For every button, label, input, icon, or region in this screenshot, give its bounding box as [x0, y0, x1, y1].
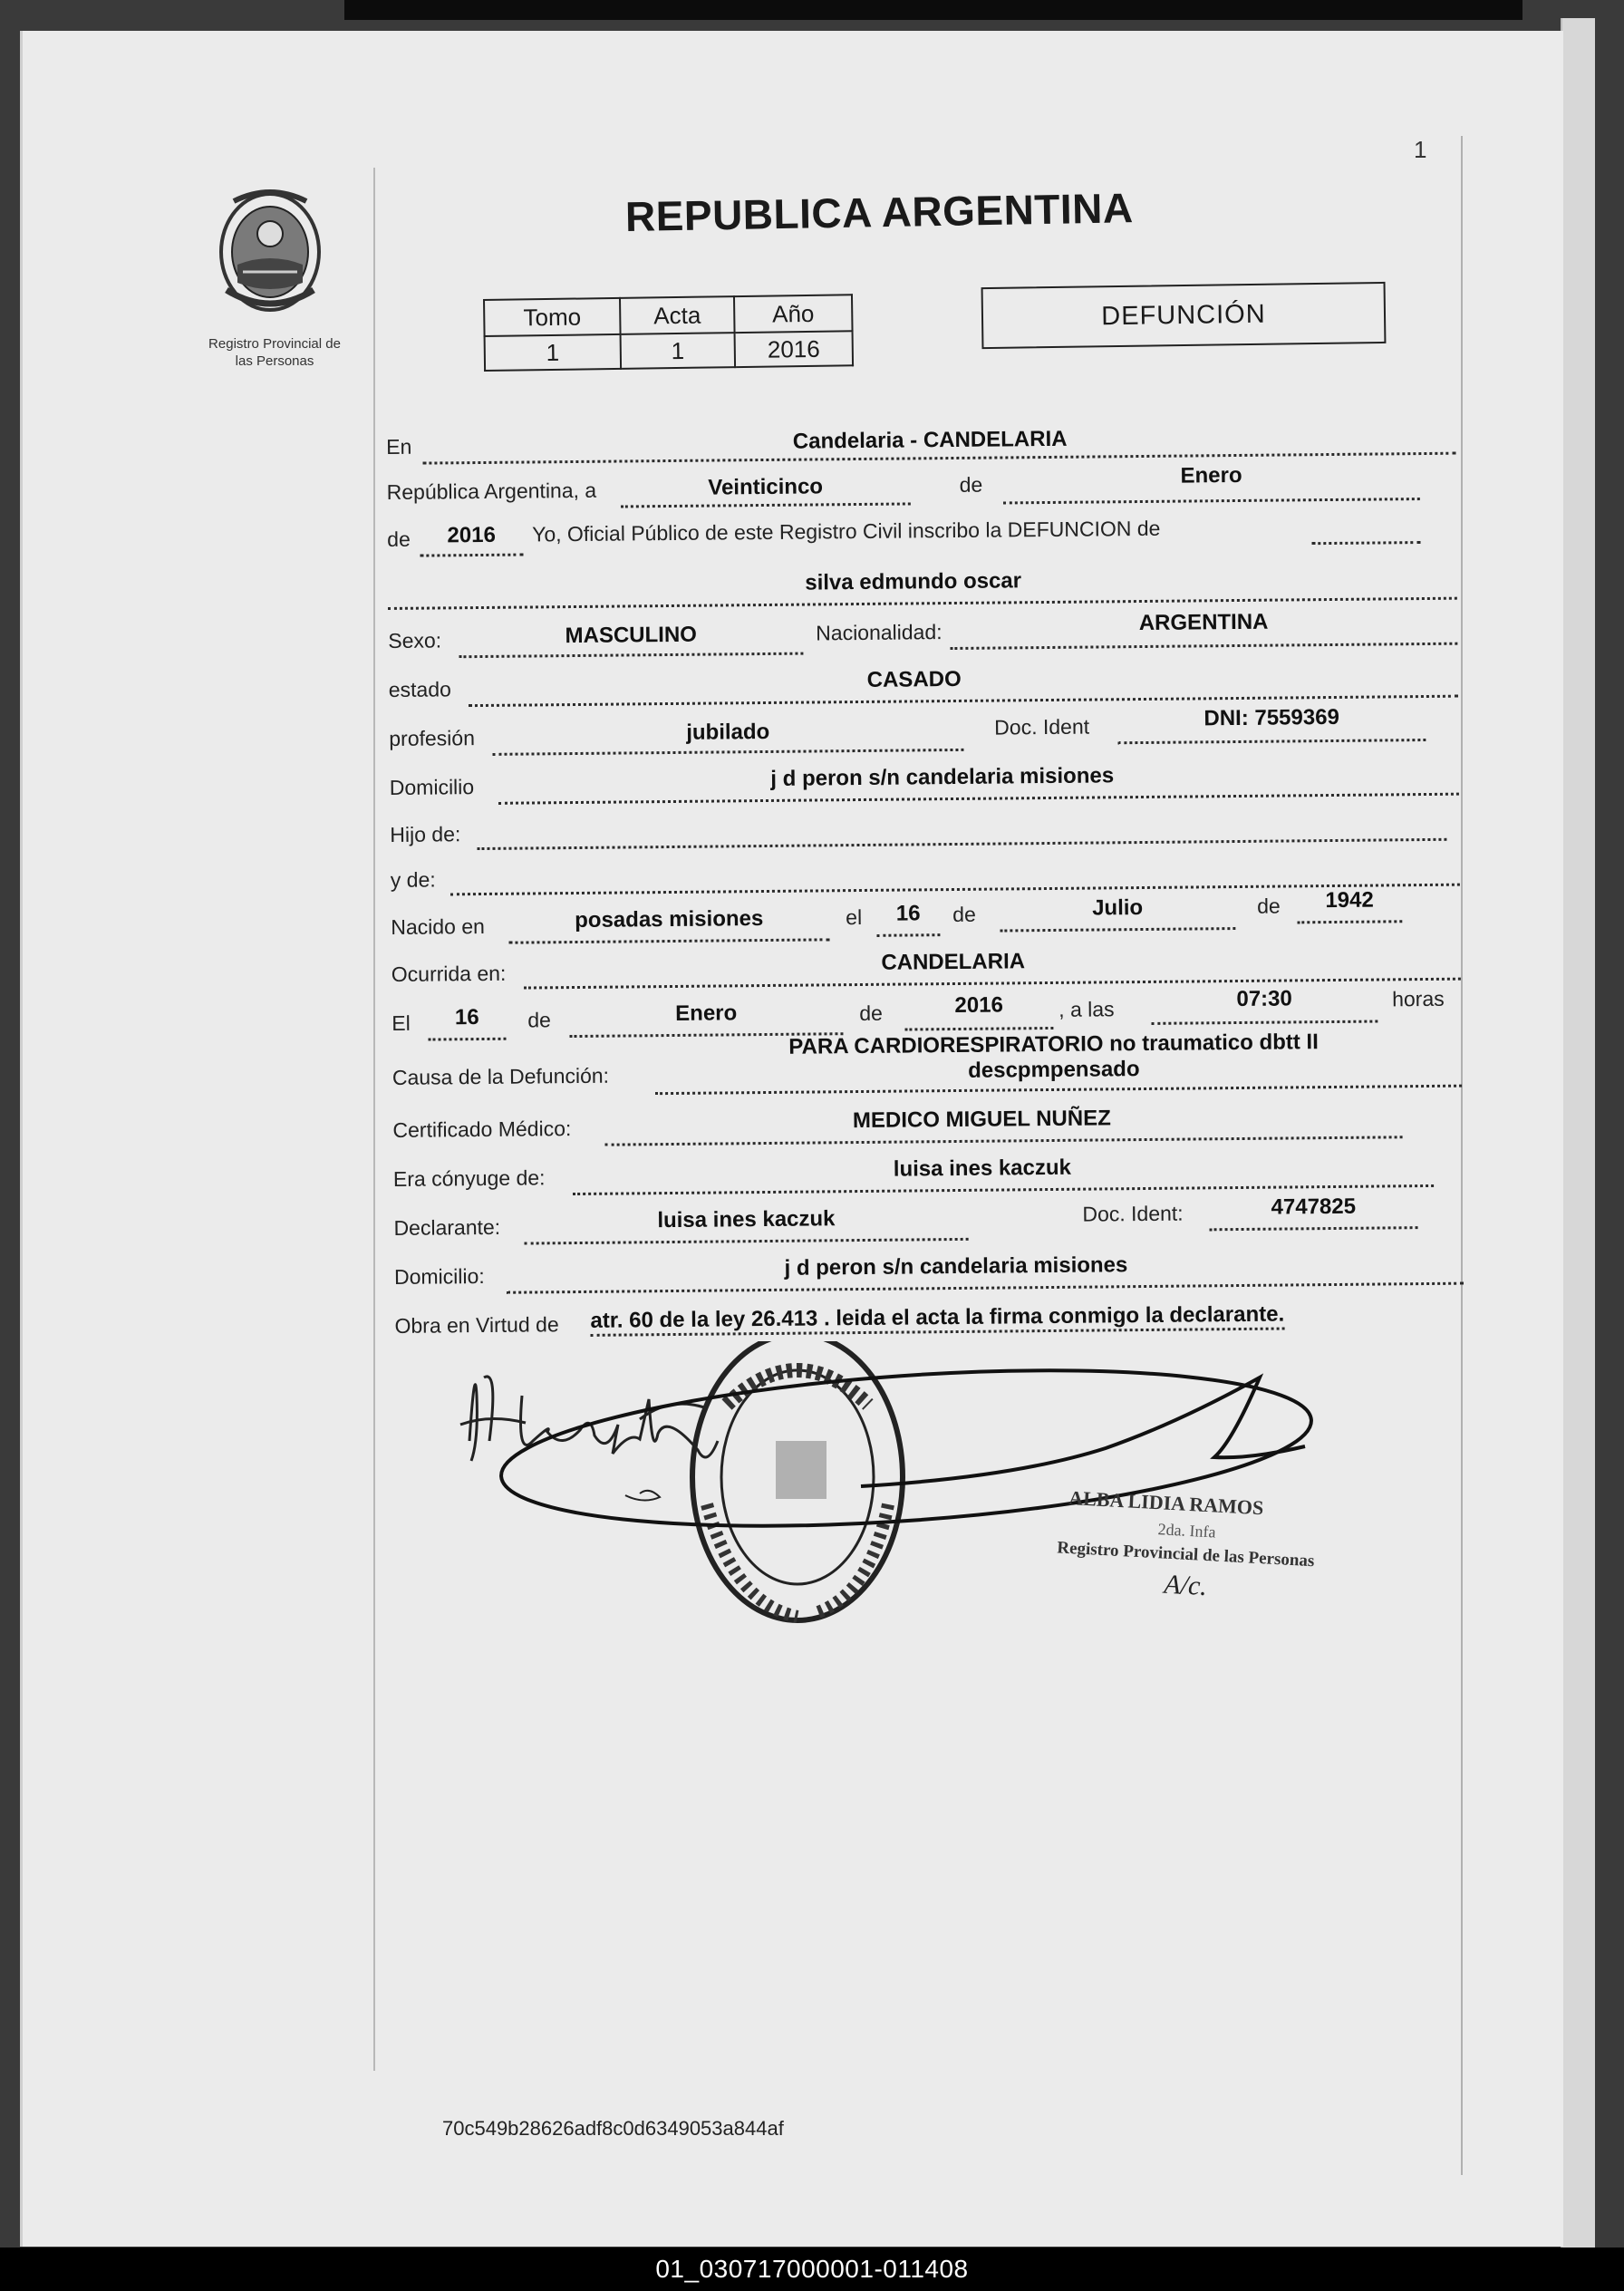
- conyuge-value: luisa ines kaczuk: [893, 1155, 1072, 1182]
- y-de-value: [662, 856, 1170, 860]
- official-name-stamp: [1055, 1485, 1318, 1607]
- coat-of-arms-seal-icon: [207, 181, 334, 317]
- day-words-value: Veinticinco: [708, 474, 824, 500]
- acta-value: 1: [621, 333, 736, 369]
- causa-value-line2: descpmpensado: [968, 1057, 1140, 1083]
- declarante-label: Declarante:: [393, 1214, 501, 1240]
- year-line: [420, 554, 523, 557]
- de-label-1: de: [959, 472, 983, 497]
- conyuge-label: Era cónyuge de:: [392, 1165, 546, 1191]
- hijo-label: Hijo de:: [390, 822, 461, 846]
- profesion-line: [492, 749, 963, 756]
- hijo-line: [477, 838, 1446, 850]
- nacido-label: Nacido en: [391, 914, 486, 939]
- anio-header: Año: [734, 295, 853, 333]
- nacido-anio-value: 1942: [1325, 887, 1374, 914]
- death-de-label-2: de: [859, 1000, 883, 1026]
- declarante-doc-label: Doc. Ident:: [1082, 1201, 1184, 1226]
- death-year-value: 2016: [954, 992, 1003, 1019]
- doc-value: DNI: 7559369: [1204, 704, 1339, 731]
- sexo-line: [459, 652, 803, 659]
- record-type-box: DEFUNCIÓN: [981, 282, 1387, 349]
- causa-value-line1: PARA CARDIORESPIRATORIO no traumatico dbtt II: [788, 1030, 1319, 1059]
- day-words-line: [621, 502, 911, 508]
- nacido-de-label-1: de: [952, 902, 976, 927]
- nacido-mes-line: [1000, 927, 1235, 932]
- domicilio-value: j d peron s/n candelaria misiones: [770, 763, 1115, 791]
- estado-label: estado: [388, 677, 451, 701]
- nacionalidad-label: Nacionalidad:: [816, 620, 942, 645]
- page-number: 1: [1414, 136, 1427, 163]
- obra-value: atr. 60 de la ley 26.413 . leida el acta la firma conmigo la declarante.: [590, 1302, 1284, 1337]
- month-value: Enero: [1180, 462, 1242, 488]
- ocurrida-value: CANDELARIA: [881, 949, 1026, 975]
- doc-label: Doc. Ident: [994, 714, 1090, 740]
- issuer-caption: [179, 335, 370, 370]
- domicilio2-line: [507, 1282, 1464, 1294]
- hijo-value: [662, 810, 1169, 815]
- nacido-el-label: el: [846, 904, 863, 930]
- statement-line: [1311, 541, 1420, 545]
- de-label-2: de: [387, 527, 411, 551]
- y-de-label: y de:: [390, 867, 436, 892]
- en-label: En: [386, 434, 412, 459]
- volume-record-table: [483, 294, 854, 372]
- death-day-value: 16: [454, 1005, 479, 1030]
- tomo-header: Tomo: [484, 298, 621, 336]
- a-las-label: , a las: [1058, 997, 1115, 1021]
- ocurrida-label: Ocurrida en:: [391, 961, 507, 986]
- deceased-name-value: silva edmundo oscar: [805, 568, 1022, 595]
- nacido-lugar-value: posadas misiones: [575, 906, 764, 933]
- conyuge-line: [573, 1184, 1434, 1195]
- en-value: Candelaria - CANDELARIA: [792, 426, 1068, 454]
- death-month-value: Enero: [675, 1000, 738, 1026]
- tomo-value: 1: [485, 334, 622, 371]
- domicilio2-label: Domicilio:: [393, 1264, 485, 1289]
- acta-header: Acta: [620, 296, 735, 334]
- scanner-top-edge: [344, 0, 1522, 20]
- profesion-label: profesión: [389, 726, 476, 750]
- round-official-stamp-icon: [692, 1341, 903, 1620]
- sexo-value: MASCULINO: [565, 622, 698, 649]
- issuer-caption-line2: las Personas: [235, 353, 314, 369]
- deceased-name-line: [388, 597, 1457, 610]
- causa-label: Causa de la Defunción:: [392, 1063, 610, 1089]
- document-title: REPUBLICA ARGENTINA: [624, 184, 1135, 240]
- nacido-de-label-2: de: [1257, 894, 1281, 918]
- certificado-label: Certificado Médico:: [392, 1116, 572, 1142]
- declarante-doc-line: [1210, 1226, 1418, 1231]
- certificado-line: [605, 1136, 1403, 1146]
- paper-stack-edge: [1561, 18, 1595, 2248]
- nacido-anio-line: [1297, 920, 1402, 923]
- republica-label: República Argentina, a: [386, 478, 597, 504]
- nacionalidad-value: ARGENTINA: [1138, 609, 1269, 636]
- declarante-doc-value: 4747825: [1271, 1194, 1357, 1220]
- document-hash: 70c549b28626adf8c0d6349053a844af: [442, 2117, 784, 2140]
- signature-area: [435, 1341, 1414, 1649]
- domicilio2-value: j d peron s/n candelaria misiones: [784, 1252, 1128, 1281]
- nacido-dia-value: 16: [895, 901, 921, 926]
- left-margin-rule: [373, 168, 375, 2071]
- declarante-line: [525, 1238, 969, 1245]
- anio-value: 2016: [735, 331, 854, 367]
- nacido-lugar-line: [508, 938, 829, 943]
- death-de-label-1: de: [527, 1008, 552, 1032]
- horas-label: horas: [1391, 986, 1445, 1011]
- death-time-value: 07:30: [1236, 986, 1292, 1012]
- declarante-value: luisa ines kaczuk: [657, 1206, 836, 1233]
- domicilio-line: [498, 793, 1459, 805]
- year-value: 2016: [447, 522, 496, 548]
- sexo-label: Sexo:: [388, 628, 442, 652]
- nacionalidad-line: [950, 643, 1457, 650]
- official-initials: A/c.: [1163, 1569, 1208, 1602]
- el-label: El: [392, 1010, 411, 1035]
- handwritten-signature-official-icon: [497, 1348, 1317, 1549]
- statement-text: Yo, Oficial Público de este Registro Civil inscribo la DEFUNCION de: [532, 516, 1161, 546]
- death-year-line: [904, 1027, 1053, 1031]
- issuer-caption-line1: Registro Provincial de: [208, 336, 341, 352]
- nacido-dia-line: [876, 933, 940, 937]
- nacido-mes-value: Julio: [1091, 895, 1144, 921]
- scan-id-bar: 01_030717000001-011408: [0, 2248, 1624, 2291]
- causa-line: [655, 1085, 1462, 1096]
- estado-value: CASADO: [866, 666, 962, 692]
- death-time-line: [1151, 1020, 1378, 1025]
- certificado-value: MEDICO MIGUEL NUÑEZ: [852, 1106, 1111, 1134]
- official-stamp-line1: ALBA LIDIA RAMOS: [1068, 1486, 1264, 1520]
- month-line: [1003, 498, 1420, 504]
- doc-line: [1117, 739, 1426, 744]
- signature-graphics: [435, 1341, 1414, 1649]
- certificate-form: [386, 416, 1464, 1368]
- obra-label: Obra en Virtud de: [394, 1312, 559, 1338]
- death-day-line: [428, 1038, 506, 1041]
- official-stamp-line2: 2da. Infa: [1157, 1520, 1217, 1542]
- official-stamp-line3: Registro Provincial de las Personas: [1056, 1538, 1315, 1571]
- profesion-value: jubilado: [686, 719, 770, 745]
- domicilio-label: Domicilio: [389, 775, 475, 799]
- handwritten-signature-kaczuk-icon: [460, 1377, 718, 1501]
